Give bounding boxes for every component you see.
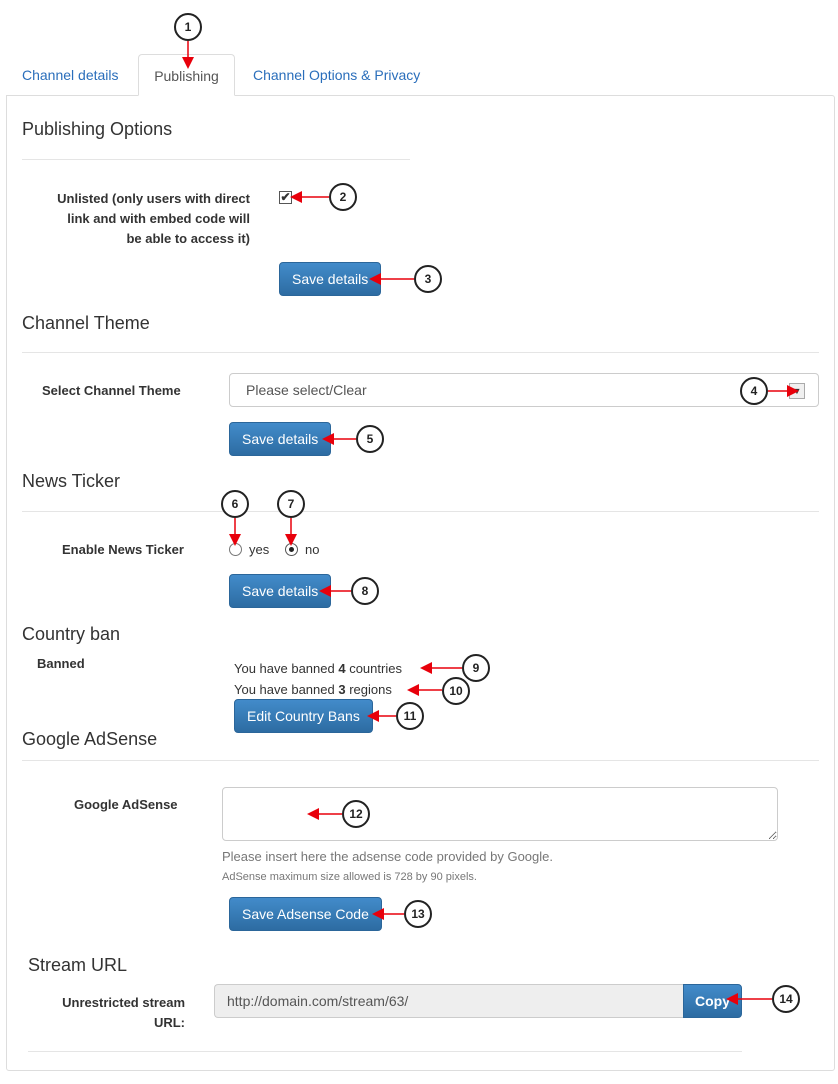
stream-url-label: [40, 993, 185, 1033]
tab-channel-options-privacy[interactable]: Channel Options & Privacy: [253, 67, 421, 83]
stream-url-heading: Stream URL: [28, 955, 128, 975]
divider: [22, 352, 819, 353]
unlisted-label-line: link and with embed code will: [67, 211, 250, 226]
unlisted-label-line: Unlisted (only users with direct: [57, 191, 250, 206]
unlisted-checkbox[interactable]: ✔: [280, 190, 291, 204]
banned-countries-text: [234, 661, 402, 676]
annotation-callout: 14: [772, 985, 800, 1013]
radio-dot: [289, 547, 294, 552]
annotation-callout: 12: [342, 800, 370, 828]
banned-label: Banned: [37, 656, 85, 671]
adsense-help-text: Please insert here the adsense code provided by Google.: [222, 849, 553, 864]
save-adsense-button[interactable]: Save Adsense Code: [229, 897, 382, 931]
adsense-size-note: AdSense maximum size allowed is 728 by 90 pixels.: [222, 871, 477, 883]
channel-theme-selected-value: Please select/Clear: [246, 382, 367, 398]
divider: [28, 1051, 742, 1052]
banned-regions-count: 3: [338, 682, 346, 697]
tab-channel-details[interactable]: Channel details: [22, 67, 119, 83]
tab-publishing[interactable]: Publishing: [138, 54, 235, 96]
stream-url-value: http://domain.com/stream/63/: [227, 993, 409, 1009]
copy-button[interactable]: Copy: [683, 984, 742, 1018]
text-prefix: You have banned: [234, 682, 339, 697]
chevron-down-icon[interactable]: ▼: [789, 383, 805, 399]
publishing-options-heading: Publishing Options: [22, 119, 173, 139]
adsense-code-textarea[interactable]: [222, 787, 778, 841]
news-ticker-heading: News Ticker: [22, 471, 121, 491]
ticker-no-label: no: [305, 542, 320, 557]
text-prefix: You have banned: [234, 661, 339, 676]
enable-ticker-label: Enable News Ticker: [62, 542, 184, 557]
annotation-callout: 1: [174, 13, 202, 41]
annotation-callout: 2: [329, 183, 357, 211]
text-suffix: countries: [345, 661, 402, 676]
annotation-callout: 11: [396, 702, 424, 730]
stream-url-label-line: URL:: [153, 1015, 185, 1030]
save-ticker-button[interactable]: Save details: [229, 574, 331, 608]
annotation-callout: 3: [414, 265, 442, 293]
channel-theme-select[interactable]: [229, 373, 819, 407]
save-publishing-button[interactable]: Save details: [279, 262, 381, 296]
annotation-callout: 13: [404, 900, 432, 928]
annotation-callout: 5: [356, 425, 384, 453]
banned-countries-count: 4: [338, 661, 346, 676]
unlisted-label-line: be able to access it): [126, 231, 250, 246]
ticker-no-radio[interactable]: [285, 543, 298, 556]
adsense-label: Google AdSense: [74, 797, 178, 812]
banned-regions-text: [234, 682, 392, 697]
channel-theme-heading: Channel Theme: [22, 313, 150, 333]
unlisted-label: [20, 189, 250, 249]
divider: [22, 760, 819, 761]
divider: [22, 511, 819, 512]
divider: [22, 159, 410, 160]
country-ban-heading: Country ban: [22, 624, 121, 644]
annotation-callout: 7: [277, 490, 305, 518]
save-theme-button[interactable]: Save details: [229, 422, 331, 456]
annotation-callout: 4: [740, 377, 768, 405]
annotation-callout: 6: [221, 490, 249, 518]
stream-url-input[interactable]: [214, 984, 684, 1018]
ticker-yes-radio[interactable]: [229, 543, 242, 556]
edit-country-bans-button[interactable]: Edit Country Bans: [234, 699, 373, 733]
google-adsense-heading: Google AdSense: [22, 729, 158, 749]
annotation-callout: 10: [442, 677, 470, 705]
stream-url-label-line: Unrestricted stream: [62, 995, 185, 1010]
ticker-yes-label: yes: [249, 542, 270, 557]
annotation-callout: 9: [462, 654, 490, 682]
annotation-callout: 8: [351, 577, 379, 605]
select-theme-label: Select Channel Theme: [42, 383, 181, 398]
text-suffix: regions: [345, 682, 392, 697]
